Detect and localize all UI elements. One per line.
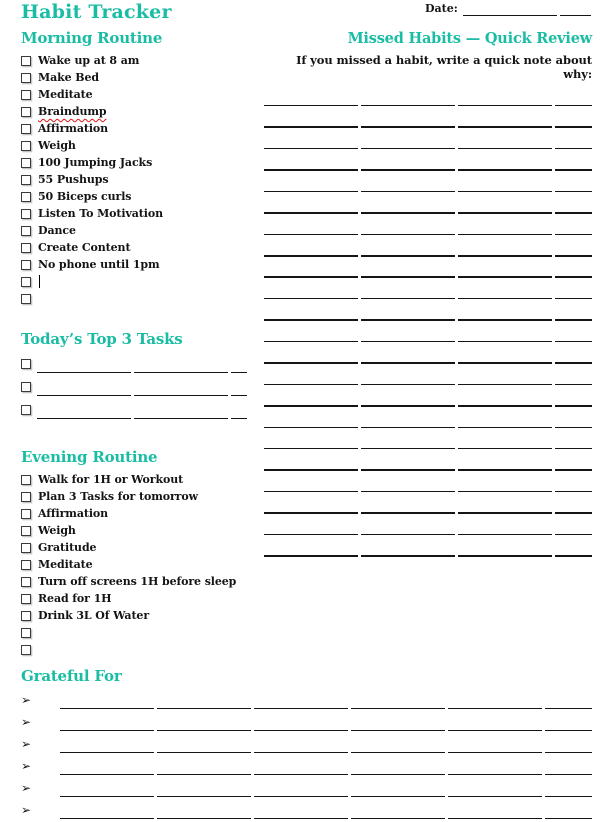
checklist-item — [21, 171, 253, 188]
checklist-item-label: Turn off screens 1H before sleep — [38, 575, 237, 588]
checkbox-icon[interactable] — [21, 107, 31, 117]
checkbox-icon[interactable] — [21, 594, 31, 604]
review-write-line[interactable] — [264, 535, 592, 556]
review-write-line[interactable] — [264, 299, 592, 320]
checkbox-icon[interactable] — [21, 359, 31, 369]
checkbox-icon[interactable] — [21, 209, 31, 219]
section-grateful-for — [21, 667, 592, 822]
checkbox-icon[interactable] — [21, 475, 31, 485]
checklist-item — [21, 69, 253, 86]
review-write-line[interactable] — [264, 171, 592, 192]
checkbox-icon[interactable] — [21, 382, 31, 392]
checklist-item — [21, 556, 257, 573]
date-label: Date: — [425, 2, 458, 15]
review-write-line[interactable] — [264, 428, 592, 449]
checkbox-icon[interactable] — [21, 405, 31, 415]
checkbox-icon[interactable] — [21, 543, 31, 553]
grateful-write-line[interactable] — [60, 699, 592, 709]
checklist-item — [21, 488, 257, 505]
checklist-item-label: Meditate — [38, 88, 93, 101]
grateful-write-line[interactable] — [60, 765, 592, 775]
checklist-item-label: Affirmation — [38, 507, 109, 520]
checkbox-icon[interactable] — [21, 124, 31, 134]
checklist-item-label: Plan 3 Tasks for tomorrow — [38, 490, 198, 503]
checklist-item-label: Dance — [38, 224, 76, 237]
review-write-line[interactable] — [264, 85, 592, 106]
review-write-line[interactable] — [264, 514, 592, 535]
task-write-line[interactable] — [37, 409, 247, 419]
checklist-item — [21, 290, 253, 307]
evening-routine-heading: Evening Routine — [21, 448, 158, 466]
review-write-line[interactable] — [264, 471, 592, 492]
checkbox-icon[interactable] — [21, 492, 31, 502]
review-write-line[interactable] — [264, 342, 592, 363]
checklist-item — [21, 239, 253, 256]
checkbox-icon[interactable] — [21, 526, 31, 536]
checkbox-icon[interactable] — [21, 158, 31, 168]
checkbox-icon[interactable] — [21, 277, 31, 287]
date-write-line[interactable] — [463, 3, 591, 16]
review-write-line[interactable] — [264, 321, 592, 342]
grateful-row — [21, 756, 592, 778]
checklist-item — [21, 256, 253, 273]
task-row — [21, 376, 247, 399]
checklist-item — [21, 273, 253, 290]
checklist-item — [21, 573, 257, 590]
checklist-item-label: Create Content — [38, 241, 131, 254]
checklist-item-label: Gratitude — [38, 541, 97, 554]
checklist-item — [21, 205, 253, 222]
checklist-item — [21, 471, 257, 488]
checklist-item — [21, 539, 257, 556]
review-write-line[interactable] — [264, 235, 592, 256]
checklist-item — [21, 120, 253, 137]
review-write-line[interactable] — [264, 128, 592, 149]
review-write-line[interactable] — [264, 449, 592, 470]
page-title: Habit Tracker — [21, 1, 172, 23]
checklist-item-label: Make Bed — [38, 71, 99, 84]
review-write-line[interactable] — [264, 106, 592, 127]
date-field — [425, 2, 591, 16]
checklist-item-label: Weigh — [38, 139, 76, 152]
task-write-line[interactable] — [37, 386, 247, 396]
missed-habits-prompt: If you missed a habit, write a quick note about why: — [296, 53, 592, 81]
checklist-item — [21, 641, 257, 658]
review-write-line[interactable] — [264, 278, 592, 299]
grateful-for-heading: Grateful For — [21, 667, 122, 685]
checklist-item-label: Drink 3L Of Water — [38, 609, 150, 622]
checklist-item — [21, 86, 253, 103]
review-write-line[interactable] — [264, 407, 592, 428]
arrow-bullet-icon: ➢ — [21, 737, 32, 751]
grateful-write-line[interactable] — [60, 809, 592, 819]
arrow-bullet-icon: ➢ — [21, 759, 32, 773]
grateful-row — [21, 690, 592, 712]
task-write-line[interactable] — [37, 363, 247, 373]
text-cursor — [39, 275, 40, 288]
section-top-3-tasks — [21, 330, 247, 422]
checkbox-icon[interactable] — [21, 577, 31, 587]
checklist-item-label: No phone until 1pm — [38, 258, 160, 271]
task-row — [21, 399, 247, 422]
grateful-row — [21, 712, 592, 734]
checklist-item-label: 50 Biceps curls — [38, 190, 132, 203]
checklist-item-label: Read for 1H — [38, 592, 112, 605]
checklist-item — [21, 505, 257, 522]
grateful-row — [21, 800, 592, 822]
checklist-item-label: Wake up at 8 am — [38, 54, 140, 67]
checklist-item-label: Affirmation — [38, 122, 109, 135]
morning-routine-heading: Morning Routine — [21, 29, 163, 47]
checkbox-icon[interactable] — [21, 628, 31, 638]
arrow-bullet-icon: ➢ — [21, 715, 32, 729]
checklist-item — [21, 222, 253, 239]
checklist-item-label: 100 Jumping Jacks — [38, 156, 153, 169]
checkbox-icon[interactable] — [21, 90, 31, 100]
review-lines — [264, 85, 592, 557]
review-write-line[interactable] — [264, 149, 592, 170]
checkbox-icon[interactable] — [21, 611, 31, 621]
checklist-item-label: Braindump — [38, 105, 107, 118]
checkbox-icon[interactable] — [21, 260, 31, 270]
section-missed-habits-review — [264, 30, 592, 557]
checklist-item-label: Walk for 1H or Workout — [38, 473, 184, 486]
review-write-line[interactable] — [264, 492, 592, 513]
checklist-item — [21, 52, 253, 69]
checkbox-icon[interactable] — [21, 645, 31, 655]
checklist-item — [21, 607, 257, 624]
checklist-item-label: 55 Pushups — [38, 173, 109, 186]
checkbox-icon[interactable] — [21, 56, 31, 66]
checklist-item — [21, 154, 253, 171]
checklist-item — [21, 590, 257, 607]
missed-habits-heading: Missed Habits — Quick Review — [347, 30, 592, 47]
checkbox-icon[interactable] — [21, 294, 31, 304]
checkbox-icon[interactable] — [21, 560, 31, 570]
checkbox-icon[interactable] — [21, 509, 31, 519]
arrow-bullet-icon: ➢ — [21, 803, 32, 817]
section-evening-routine — [21, 448, 257, 658]
checklist-item — [21, 137, 253, 154]
task-rows — [21, 353, 247, 422]
review-write-line[interactable] — [264, 214, 592, 235]
checklist-item — [21, 188, 253, 205]
checklist-item-label: Weigh — [38, 524, 76, 537]
section-morning-routine — [21, 29, 253, 307]
task-row — [21, 353, 247, 376]
grateful-write-line[interactable] — [60, 787, 592, 797]
grateful-write-line[interactable] — [60, 721, 592, 731]
review-write-line[interactable] — [264, 257, 592, 278]
grateful-write-line[interactable] — [60, 743, 592, 753]
checklist-item — [21, 624, 257, 641]
checkbox-icon[interactable] — [21, 243, 31, 253]
grateful-row — [21, 778, 592, 800]
review-write-line[interactable] — [264, 192, 592, 213]
checklist-item — [21, 103, 253, 120]
top-3-tasks-heading: Today’s Top 3 Tasks — [21, 330, 183, 348]
checkbox-icon[interactable] — [21, 192, 31, 202]
checklist-item-label: Listen To Motivation — [38, 207, 163, 220]
grateful-rows — [21, 690, 592, 822]
review-write-line[interactable] — [264, 364, 592, 385]
checkbox-icon[interactable] — [21, 226, 31, 236]
checkbox-icon[interactable] — [21, 175, 31, 185]
checkbox-icon[interactable] — [21, 73, 31, 83]
arrow-bullet-icon: ➢ — [21, 781, 32, 795]
review-write-line[interactable] — [264, 385, 592, 406]
grateful-row — [21, 734, 592, 756]
checkbox-icon[interactable] — [21, 141, 31, 151]
checklist-item-label: Meditate — [38, 558, 93, 571]
arrow-bullet-icon: ➢ — [21, 693, 32, 707]
checklist-item — [21, 522, 257, 539]
